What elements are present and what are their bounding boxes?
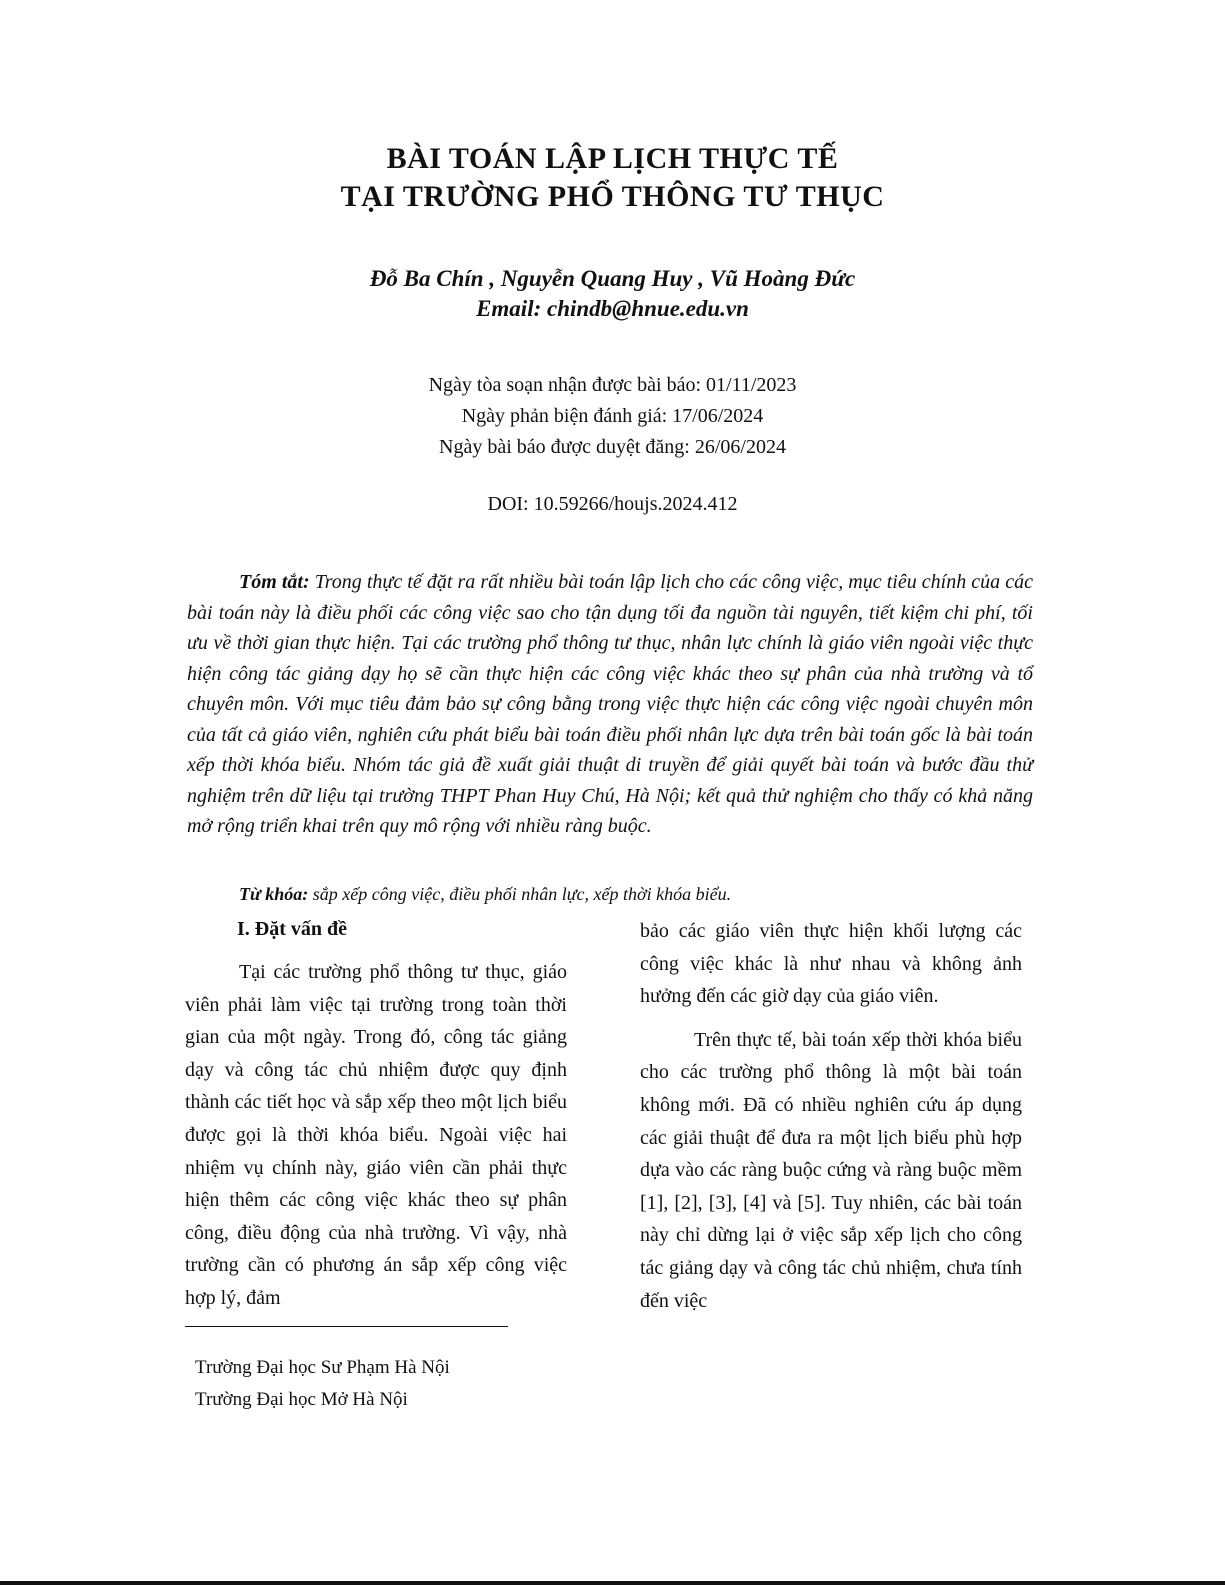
footnote-affiliation-1: Trường Đại học Sư Phạm Hà Nội bbox=[195, 1357, 450, 1378]
author-names: Đỗ Ba Chín , Nguyễn Quang Huy , Vũ Hoàng Đức bbox=[369, 266, 856, 291]
doi: DOI: 10.59266/houjs.2024.412 bbox=[487, 493, 738, 515]
abstract bbox=[187, 567, 1033, 842]
author-block bbox=[0, 264, 1225, 324]
keywords-text: sắp xếp công việc, điều phối nhân lực, xếp thời khóa biểu. bbox=[312, 884, 732, 904]
title-line-2: TẠI TRƯỜNG PHỔ THÔNG TƯ THỤC bbox=[340, 180, 885, 213]
body-paragraph: Trên thực tế, bài toán xếp thời khóa biểu cho các trường phổ thông là một bài toán không mới. Đã có nhiều nghiên cứu áp dụng các giải thuật để đưa ra một lịch biểu phù hợp dựa vào các ràng buộc cứng và ràng buộc mềm [1], [2], [3], [4] và [5]. Tuy nhiên, các bài toán này chỉ dừng lại ở việc sắp xếp lịch cho công tác giảng dạy và công tác chủ nhiệm, chưa tính đến việc bbox=[640, 1028, 1022, 1312]
body-paragraph-continued: bảo các giáo viên thực hiện khối lượng các công việc khác là như nhau và không ảnh hưởng đến các giờ dạy của giáo viên. bbox=[640, 920, 1022, 1008]
footnote-divider bbox=[185, 1326, 508, 1327]
date-received: Ngày tòa soạn nhận được bài báo: 01/11/2023 bbox=[428, 374, 797, 396]
date-reviewed: Ngày phản biện đánh giá: 17/06/2024 bbox=[461, 405, 764, 427]
abstract-label: Tóm tắt: bbox=[239, 571, 310, 593]
body-paragraph: Tại các trường phổ thông tư thục, giáo viên phải làm việc tại trường trong toàn thời gian của một ngày. Trong đó, công tác giảng dạy và công tác chủ nhiệm được quy định thành các tiết học và sắp xếp theo một lịch biểu được gọi là thời khóa biểu. Ngoài việc hai nhiệm vụ chính này, giáo viên cần phải thực hiện thêm các công việc khác theo sự phân công, điều động của nhà trường. Vì vậy, nhà trường cần có phương án sắp xếp công việc hợp lý, đảm bbox=[185, 961, 567, 1309]
keywords-label: Từ khóa: bbox=[239, 884, 309, 904]
page-bottom-border bbox=[0, 1581, 1225, 1585]
submission-dates bbox=[0, 370, 1225, 463]
title-line-1: BÀI TOÁN LẬP LỊCH THỰC TẾ bbox=[386, 142, 839, 175]
paper-title bbox=[0, 140, 1225, 216]
left-column bbox=[185, 913, 567, 1315]
footnote-affiliation-2: Trường Đại học Mở Hà Nội bbox=[195, 1389, 408, 1410]
author-email: Email: chindb@hnue.edu.vn bbox=[476, 296, 749, 321]
abstract-text: Trong thực tế đặt ra rất nhiều bài toán lập lịch cho các công việc, mục tiêu chính của các bài toán này là điều phối các công việc sao cho tận dụng tối đa nguồn tài nguyên, tiết kiệm chi phí, tối ưu về thời gian thực hiện. Tại các trường phổ thông tư thục, nhân lực chính là giáo viên ngoài việc thực hiện công tác giảng dạy họ sẽ cần thực hiện các công việc khác theo sự phân của nhà trường và tổ chuyên môn. Với mục tiêu đảm bảo sự công bằng trong việc thực hiện các công việc ngoài chuyên môn của tất cả giáo viên, nghiên cứu phát biểu bài toán điều phối nhân lực dựa trên bài toán gốc là bài toán xếp thời khóa biểu. Nhóm tác giả đề xuất giải thuật di truyền để giải quyết bài toán và bước đầu thử nghiệm trên dữ liệu tại trường THPT Phan Huy Chú, Hà Nội; kết quả thử nghiệm cho thấy có khả năng mở rộng triển khai trên quy mô rộng với nhiều ràng buộc. bbox=[187, 571, 1034, 837]
section-heading: I. Đặt vấn đề bbox=[237, 918, 348, 940]
keywords bbox=[239, 881, 731, 907]
right-column bbox=[640, 915, 1022, 1317]
date-accepted: Ngày bài báo được duyệt đăng: 26/06/2024 bbox=[439, 436, 786, 458]
footnotes bbox=[195, 1352, 450, 1416]
